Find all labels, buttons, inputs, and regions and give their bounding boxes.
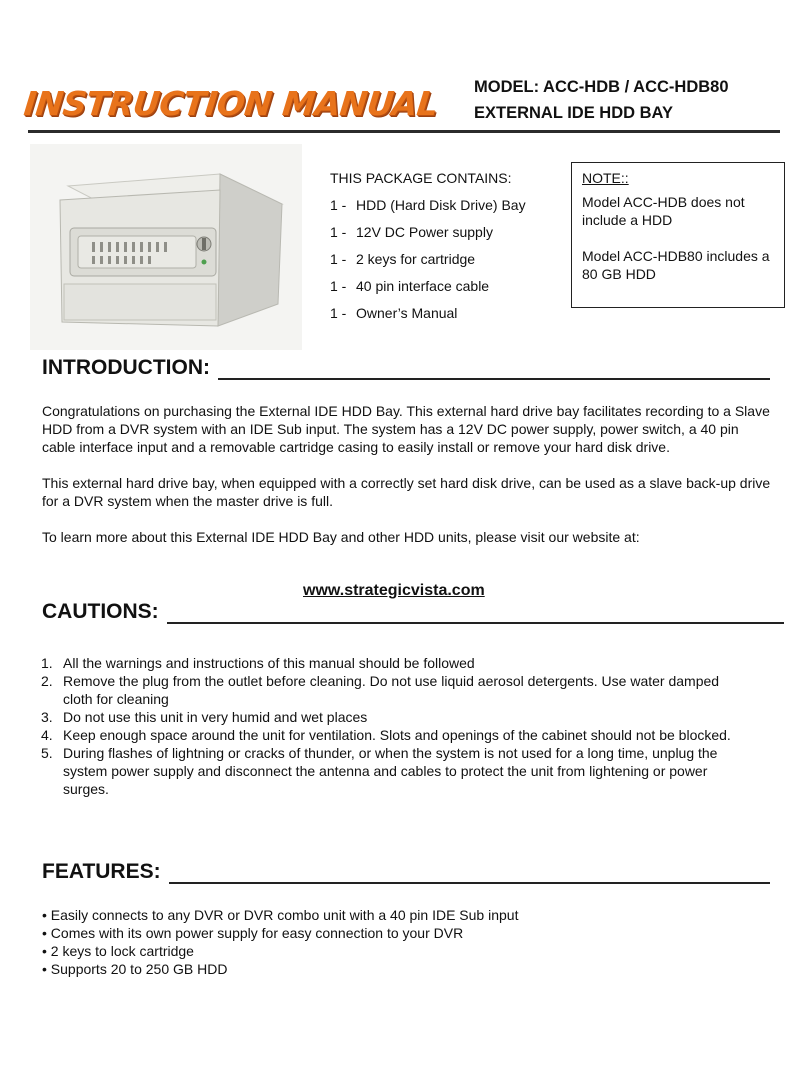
list-item: • 2 keys to lock cartridge (42, 943, 194, 959)
model-title: MODEL: ACC-HDB / ACC-HDB80 (474, 78, 729, 96)
features-list (42, 906, 762, 978)
list-item: 3. Do not use this unit in very humid and wet places (41, 709, 368, 725)
intro-paragraph: To learn more about this External IDE HDD Bay and other HDD units, please visit our website at: (42, 529, 640, 545)
features-heading: FEATURES: (42, 860, 770, 884)
note-title: NOTE:: (582, 170, 629, 186)
manual-logo: INSTRUCTION MANUAL (22, 84, 440, 123)
website-link[interactable]: www.strategicvista.com (303, 582, 485, 599)
intro-paragraph: Congratulations on purchasing the External IDE HDD Bay. This external hard drive bay facilitates recording to a Slave HDD from a DVR system with an IDE Sub input. The system has a 12V DC power supply, power switch, a 40 pin cable interface input and a removable cartridge casing to easily install or remove your hard disk drive. (42, 403, 770, 455)
list-item: 1. All the warnings and instructions of this manual should be followed (41, 655, 475, 671)
cautions-heading: CAUTIONS: (42, 600, 784, 624)
cautions-list (41, 654, 741, 798)
package-contents-list (330, 196, 526, 331)
list-item: • Easily connects to any DVR or DVR combo unit with a 40 pin IDE Sub input (42, 907, 519, 923)
list-item: 1 - 2 keys for cartridge (330, 251, 476, 267)
list-item: 4. Keep enough space around the unit for ventilation. Slots and openings of the cabinet should not be blocked. (41, 727, 731, 743)
package-contents-title: THIS PACKAGE CONTAINS: (330, 170, 512, 186)
list-item: 2. Remove the plug from the outlet before cleaning. Do not use liquid aerosol detergents. Use water damped cloth for cleaning (41, 673, 720, 707)
introduction-heading: INTRODUCTION: (42, 356, 770, 380)
intro-paragraph: This external hard drive bay, when equipped with a correctly set hard disk drive, can be used as a slave back-up drive for a DVR system when the master drive is full. (42, 475, 771, 509)
note-line: Model ACC-HDB does not include a HDD (582, 194, 745, 228)
list-item: 5. During flashes of lightning or cracks of thunder, or when the system is not used for a long time, unplug the system power supply and disconnect the antenna and cables to protect the unit from lightening or power surges. (41, 745, 718, 797)
list-item: • Supports 20 to 250 GB HDD (42, 961, 228, 977)
note-box (571, 162, 785, 308)
product-subtitle: EXTERNAL IDE HDD BAY (474, 104, 673, 122)
header-divider (28, 130, 780, 133)
introduction-body (42, 402, 772, 546)
list-item: 1 - Owner’s Manual (330, 305, 458, 321)
product-photo (30, 144, 302, 350)
list-item: 1 - 12V DC Power supply (330, 224, 493, 240)
list-item: • Comes with its own power supply for easy connection to your DVR (42, 925, 464, 941)
list-item: 1 - HDD (Hard Disk Drive) Bay (330, 197, 526, 213)
note-line: Model ACC-HDB80 includes a 80 GB HDD (582, 248, 770, 282)
list-item: 1 - 40 pin interface cable (330, 278, 490, 294)
